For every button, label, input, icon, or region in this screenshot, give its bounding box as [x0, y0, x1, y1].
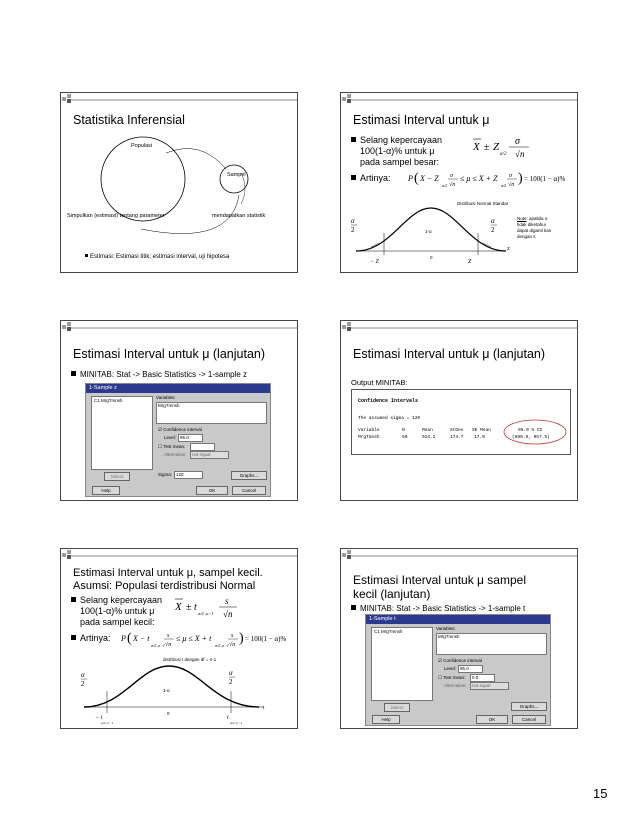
bullet-square-icon	[71, 371, 76, 376]
test-mean-checkbox[interactable]: ☐ Test mean:	[438, 675, 466, 680]
t-curve	[79, 661, 269, 727]
alternative-select[interactable]: not equal	[190, 451, 229, 459]
svg-text:√n: √n	[165, 642, 172, 648]
level-field[interactable]: 95.0	[458, 665, 483, 673]
help-button[interactable]: Help	[92, 486, 120, 495]
header-se-mean: SE Mean	[472, 428, 491, 433]
header-variable: Variable	[358, 428, 380, 433]
svg-text:α/2: α/2	[501, 183, 507, 188]
svg-text:X: X	[175, 601, 182, 613]
bullet-square-icon	[351, 175, 356, 180]
svg-text:X − Z: X − Z	[420, 174, 439, 183]
data-stdev: 174.7	[450, 435, 464, 440]
svg-text:Z: Z	[468, 259, 472, 265]
slide-title: Statistika Inferensial	[73, 113, 185, 127]
svg-text:2: 2	[81, 680, 85, 688]
slide-decoration-icon	[61, 549, 298, 561]
slide-decoration-icon	[341, 549, 578, 561]
probability-formula	[408, 167, 573, 191]
t-ci-formula	[173, 591, 243, 621]
svg-text:P: P	[408, 174, 413, 183]
svg-text:t: t	[227, 715, 229, 721]
dialog-title: 1-Sample t	[366, 615, 550, 624]
svg-text:√n: √n	[449, 182, 456, 188]
dialog-1sample-z	[85, 383, 271, 497]
ci-highlight-ellipse	[502, 418, 568, 446]
slide-minitab-output	[340, 320, 578, 501]
svg-text:α/2 ,n−1: α/2 ,n−1	[198, 611, 214, 616]
svg-text:α/2 ,n−1: α/2 ,n−1	[230, 721, 243, 725]
data-variable: MrgTmnsh	[358, 435, 380, 440]
svg-text:√n: √n	[229, 642, 236, 648]
graphs-button[interactable]: Graphs...	[511, 702, 547, 711]
output-heading: Confidence Intervals	[358, 398, 419, 404]
slide-estimasi-interval	[340, 92, 578, 273]
right-caption: mendapatkan statistik	[212, 213, 266, 219]
header-ci: 95.0 % CI	[518, 428, 543, 433]
test-mean-field[interactable]	[190, 443, 215, 451]
selang-bullet: Selang kepercayaan 100(1-α)% untuk μ pada sampel kecil:	[71, 595, 162, 628]
level-label: Level:	[444, 666, 457, 671]
svg-text:α: α	[81, 671, 85, 679]
svg-text:√n: √n	[515, 149, 525, 159]
artinya-bullet: Artinya:	[71, 633, 111, 644]
slide-decoration-icon	[61, 321, 298, 333]
svg-text:σ: σ	[450, 173, 453, 179]
bullet-square-icon	[71, 597, 76, 602]
svg-text:s: s	[167, 633, 170, 639]
svg-text:α: α	[491, 217, 495, 225]
svg-text:α/2: α/2	[442, 183, 448, 188]
slide-decoration-icon	[61, 93, 298, 105]
distribution-label: Distribusi Normal Standar	[457, 201, 509, 206]
dialog-title: 1-Sample z	[86, 384, 270, 393]
level-field[interactable]: 95.0	[178, 434, 203, 442]
center-label: 1-α	[425, 229, 432, 234]
note-box: Note: apabila σ tidak diketahui dapat diganti kan dengan s	[517, 216, 552, 239]
svg-text:α: α	[351, 217, 355, 225]
svg-text:α/2 ,n−1: α/2 ,n−1	[215, 643, 229, 648]
population-sample-diagram	[61, 129, 298, 249]
artinya-bullet: Artinya:	[351, 173, 391, 184]
svg-text:): )	[518, 171, 523, 186]
sigma-line: The assumed sigma = 120	[358, 416, 421, 421]
data-se-mean: 17.0	[474, 435, 485, 440]
svg-text:α/2 ,n−1: α/2 ,n−1	[101, 721, 114, 725]
svg-text:≤ μ ≤ X + Z: ≤ μ ≤ X + Z	[460, 174, 498, 183]
svg-text:σ: σ	[515, 136, 520, 147]
slide-decoration-icon	[341, 321, 578, 333]
svg-text:≤ μ ≤ X + t: ≤ μ ≤ X + t	[176, 634, 212, 643]
select-button[interactable]: Select	[384, 703, 410, 712]
svg-text:2: 2	[351, 226, 355, 234]
columns-list[interactable]: C1 MrgTmnsh	[371, 627, 433, 701]
sigma-label: Sigma:	[158, 472, 173, 477]
alternative-label: Alternative:	[164, 452, 187, 457]
bullet-square-icon	[351, 605, 356, 610]
help-button[interactable]: Help	[372, 715, 400, 724]
slide-sampel-kecil	[60, 548, 298, 729]
slide-minitab-1sample-z	[60, 320, 298, 501]
svg-text:t: t	[194, 602, 197, 613]
svg-text:X: X	[473, 141, 480, 153]
page-number: 15	[593, 786, 608, 801]
header-n: N	[402, 428, 405, 433]
slide-title: Estimasi Interval untuk μ sampel kecil (lanjutan)	[353, 573, 526, 601]
columns-list[interactable]: C1 MrgTmnsh	[91, 396, 153, 470]
cancel-button[interactable]: Cancel	[512, 715, 546, 724]
bullet-square-icon	[71, 635, 76, 640]
estimasi-bullet: Estimasi: Estimasi titik; estimasi interval, uji hipotesa	[85, 252, 229, 263]
variables-label: Variables:	[156, 395, 176, 400]
variables-label: Variables:	[436, 626, 456, 631]
confidence-checkbox[interactable]: ☑ Confidence interval	[438, 658, 482, 663]
svg-text:− Z: − Z	[370, 259, 379, 265]
data-ci: (890.9, 957.5)	[512, 435, 550, 440]
confidence-checkbox[interactable]: ☑ Confidence interval	[158, 427, 202, 432]
svg-text:α: α	[229, 669, 233, 677]
slide-title: Estimasi Interval untuk μ (lanjutan)	[353, 347, 546, 361]
svg-text:X − t: X − t	[133, 634, 150, 643]
level-label: Level:	[164, 435, 177, 440]
test-mean-checkbox[interactable]: ☐ Test mean:	[158, 444, 186, 449]
svg-text:(: (	[127, 631, 132, 646]
dialog-1sample-t	[365, 614, 551, 726]
selang-bullet: Selang kepercayaan 100(1-α)% untuk μ pada sampel besar:	[351, 135, 442, 168]
svg-text:P: P	[121, 634, 126, 643]
sample-circle	[220, 165, 248, 193]
svg-text:− t: − t	[95, 715, 103, 721]
output-label: Output MINITAB:	[351, 378, 408, 387]
svg-text:±: ±	[186, 602, 192, 613]
variables-field[interactable]: MrgTmnsh	[156, 402, 267, 424]
ok-button[interactable]: OK	[476, 715, 508, 724]
svg-text:s: s	[231, 633, 234, 639]
minitab-bullet: MINITAB: Stat -> Basic Statistics -> 1-sample z	[71, 369, 247, 380]
alternative-select[interactable]: not equal	[470, 682, 509, 690]
svg-text:2: 2	[491, 226, 495, 234]
svg-text:√n: √n	[508, 182, 515, 188]
zero-label: 0	[167, 711, 170, 716]
cancel-button[interactable]: Cancel	[232, 486, 266, 495]
minitab-bullet: MINITAB: Stat -> Basic Statistics -> 1-sample t	[351, 603, 525, 614]
svg-text:Z: Z	[493, 141, 500, 153]
t-axis-label: t	[263, 705, 265, 710]
data-mean: 924.2	[422, 435, 436, 440]
svg-text:±: ±	[484, 142, 490, 153]
center-label: 1-α	[163, 688, 170, 693]
slide-statistika-inferensial	[60, 92, 298, 273]
bullet-square-icon	[85, 254, 88, 257]
svg-text:α/2 ,n−1: α/2 ,n−1	[151, 643, 165, 648]
ci-formula	[471, 131, 531, 161]
slide-title: Estimasi Interval untuk μ	[353, 113, 490, 127]
sampel-label: Sampel	[227, 172, 246, 178]
svg-text:(: (	[414, 171, 419, 186]
ok-button[interactable]: OK	[196, 486, 228, 495]
svg-text:√n: √n	[223, 609, 233, 619]
select-button[interactable]: Select	[104, 472, 130, 481]
graphs-button[interactable]: Graphs...	[231, 471, 267, 480]
left-caption: Simpulkan (estimasi) tentang parameter	[67, 213, 165, 219]
sigma-field[interactable]: 120	[174, 471, 203, 479]
z-axis-label: Z	[507, 246, 510, 251]
bullet-square-icon	[351, 137, 356, 142]
slide-title: Estimasi Interval untuk μ, sampel kecil. Asumsi: Populasi terdistribusi Normal	[73, 567, 263, 592]
svg-text:2: 2	[229, 678, 233, 686]
svg-text:= 100(1 − α)%: = 100(1 − α)%	[524, 175, 566, 183]
zero-label: 0	[430, 255, 433, 260]
distribution-label: distribusi t dengan df = n-1	[163, 657, 217, 662]
t-probability-formula	[121, 627, 296, 651]
svg-text:= 100(1 − α)%: = 100(1 − α)%	[245, 635, 287, 643]
alternative-label: Alternative:	[444, 683, 467, 688]
header-mean: Mean	[422, 428, 433, 433]
variables-field[interactable]: MrgTmnsh	[436, 633, 547, 655]
populasi-label: Populasi	[131, 143, 153, 149]
slide-minitab-1sample-t	[340, 548, 578, 729]
svg-text:s: s	[225, 596, 229, 606]
header-stdev: StDev	[450, 428, 464, 433]
svg-text:): )	[239, 631, 244, 646]
slide-decoration-icon	[341, 93, 578, 105]
test-mean-field[interactable]: 0.0	[470, 674, 495, 682]
svg-text:σ: σ	[509, 173, 512, 179]
data-n: 50	[402, 435, 408, 440]
minitab-output-box	[351, 389, 571, 455]
slide-title: Estimasi Interval untuk μ (lanjutan)	[73, 347, 266, 361]
svg-text:α/2: α/2	[500, 152, 507, 157]
